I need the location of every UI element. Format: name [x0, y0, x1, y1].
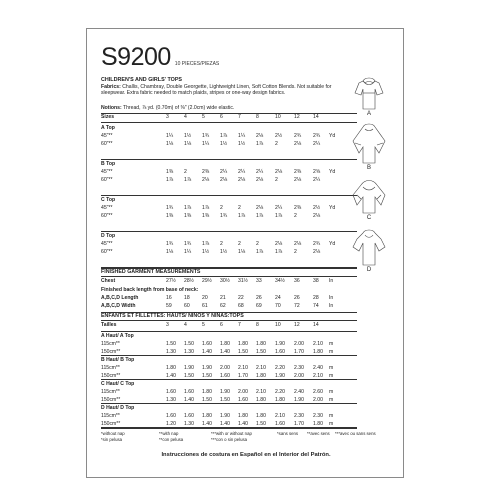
yardage-value: 1.80	[313, 421, 323, 427]
yardage-value: 2	[238, 241, 241, 247]
length-value: 21	[220, 295, 226, 301]
pieces-count: 10 PIECES/PIEZAS	[174, 61, 220, 67]
yardage-value: 1.40	[166, 373, 176, 379]
yardage-value: 1⅜	[184, 213, 192, 219]
yardage-value: 1¾	[202, 133, 210, 139]
yardage-value: 1½	[202, 249, 210, 255]
note: *sin pelusa	[101, 437, 123, 442]
chest-value: 38	[313, 278, 319, 284]
pattern-header	[101, 43, 219, 72]
garment-sketches	[349, 71, 405, 281]
fabric-width: 150cm**	[101, 397, 121, 403]
fabric-width: 45"**	[101, 133, 113, 139]
yardage-value: 1.40	[202, 421, 212, 427]
width-value: 72	[294, 303, 300, 309]
yardage-value: 1.60	[166, 413, 176, 419]
yardage-value: 2⅛	[313, 213, 321, 219]
fabric-width: 115cm**	[101, 413, 120, 419]
yardage-value: 1.40	[238, 421, 248, 427]
yardage-value: 1⅛	[166, 141, 174, 147]
unit-label: m	[329, 389, 334, 395]
yardage-value: 1⅞	[202, 205, 210, 211]
yardage-value: 1.90	[275, 373, 285, 379]
yardage-value: 2½	[313, 205, 321, 211]
view-sketches	[349, 71, 405, 281]
yardage-value: 1.90	[294, 397, 304, 403]
yardage-value: 2.00	[313, 397, 323, 403]
yardage-value: 1⅞	[256, 213, 264, 219]
yardage-value: 2	[275, 141, 278, 147]
unit-label: Yd	[329, 133, 336, 139]
note: **avec sens	[307, 431, 330, 436]
yardage-value: 1¼	[202, 141, 210, 147]
taille-header: 12	[294, 322, 300, 328]
pattern-code: S9200	[101, 43, 171, 71]
fabric-width: 115cm**	[101, 341, 120, 347]
unit-label: Yd	[329, 169, 336, 175]
divider	[101, 320, 357, 321]
fabric-width: 150cm**	[101, 373, 121, 379]
chest-value: 30½	[220, 278, 230, 284]
pattern-back-sheet	[86, 28, 404, 478]
view-b-label: B	[366, 165, 371, 171]
view-name: D Haut/ D Top	[101, 405, 135, 411]
yardage-value: 1⅞	[184, 177, 192, 183]
yardage-value: 2.40	[313, 365, 323, 371]
unit-label: m	[329, 365, 334, 371]
yardage-value: 2	[220, 241, 223, 247]
yardage-value: 2.10	[238, 365, 248, 371]
unit-label: In	[329, 278, 334, 284]
yardage-value: 1.50	[202, 397, 212, 403]
yardage-value: 2¼	[238, 169, 246, 175]
chest-value: 36	[294, 278, 300, 284]
yardage-value: 2¾	[294, 133, 302, 139]
yardage-value: 1.60	[184, 389, 194, 395]
size-header: 4	[184, 114, 187, 120]
chest-value: 27½	[166, 278, 176, 284]
view-c-label: C	[366, 215, 372, 221]
pattern-title: CHILDREN'S AND GIRLS' TOPS	[101, 77, 183, 83]
view-d-label: D	[366, 267, 372, 273]
length-label: A,B,C,D Length	[101, 295, 139, 301]
yardage-value: 1.70	[294, 349, 304, 355]
yardage-value: 1½	[184, 133, 192, 139]
yardage-value: 1.40	[220, 349, 230, 355]
yardage-value: 2.30	[294, 365, 304, 371]
chest-value: 28½	[184, 278, 194, 284]
yardage-value: 1.60	[275, 349, 285, 355]
yardage-value: 1¾	[220, 213, 228, 219]
yardage-value: 2.60	[313, 389, 323, 395]
yardage-value: 2⅜	[202, 169, 210, 175]
yardage-value: 2⅛	[313, 249, 321, 255]
yardage-value: 2	[238, 205, 241, 211]
yardage-value: 1.50	[256, 421, 266, 427]
yardage-value: 2⅛	[202, 177, 210, 183]
yardage-value: 1⅜	[202, 213, 210, 219]
length-value: 20	[202, 295, 208, 301]
yardage-value: 1⅜	[166, 169, 174, 175]
yardage-value: 1.70	[294, 421, 304, 427]
yardage-value: 1⅞	[184, 205, 192, 211]
fabric-width: 45"**	[101, 241, 113, 247]
yardage-value: 1⅞	[275, 249, 283, 255]
size-header: 8	[256, 114, 259, 120]
yardage-value: 2⅛	[294, 177, 302, 183]
length-value: 24	[275, 295, 281, 301]
yardage-value: 2⅛	[256, 177, 264, 183]
yardage-value: 2⅜	[294, 169, 302, 175]
yardage-value: 1.40	[220, 421, 230, 427]
view-d-sketch	[353, 230, 385, 265]
yardage-value: 1.20	[166, 421, 176, 427]
yardage-value: 1.50	[220, 397, 230, 403]
taille-header: 14	[313, 322, 319, 328]
yardage-value: 1⅛	[238, 249, 246, 255]
yardage-value: 1.80	[256, 413, 266, 419]
view-a-sketch	[355, 78, 383, 109]
yardage-value: 1.30	[184, 349, 194, 355]
yardage-value: 2⅛	[294, 241, 302, 247]
view-name: B Haut/ B Top	[101, 357, 135, 363]
yardage-value: 2⅜	[294, 205, 302, 211]
yardage-value: 1⅞	[166, 177, 174, 183]
yardage-value: 1½	[220, 249, 228, 255]
width-value: 62	[220, 303, 226, 309]
chest-label: Chest	[101, 278, 116, 284]
divider	[101, 428, 357, 429]
note: ***con o sin pelusa	[211, 437, 248, 442]
yardage-value: 1⅞	[256, 141, 264, 147]
fabric-width: 45"**	[101, 205, 113, 211]
view-name: A Haut/ A Top	[101, 333, 134, 339]
nap-notes	[101, 431, 376, 447]
note: *sans sens	[277, 431, 299, 436]
width-value: 59	[166, 303, 172, 309]
view-name: C Haut/ C Top	[101, 381, 135, 387]
fabric-width: 60"**	[101, 249, 113, 255]
yardage-value: 2.00	[294, 341, 304, 347]
spanish-instructions-note: Instrucciones de costura en Español en el Interior del Patrón.	[161, 452, 331, 458]
yardage-value: 2¼	[313, 177, 321, 183]
yardage-value: 1¼	[184, 249, 192, 255]
chest-value: 34½	[275, 278, 285, 284]
unit-label: Yd	[329, 205, 336, 211]
yardage-value: 1.60	[166, 389, 176, 395]
divider	[101, 231, 357, 232]
width-value: 68	[238, 303, 244, 309]
unit-label: m	[329, 373, 334, 379]
size-header: 6	[220, 114, 223, 120]
yardage-value: 2¼	[256, 169, 264, 175]
tailles-label: Tailles	[101, 322, 117, 328]
size-header: 5	[202, 114, 205, 120]
yardage-value: 2.10	[313, 341, 323, 347]
yardage-value: 1.30	[166, 397, 176, 403]
notions-label: Notions:	[101, 105, 122, 111]
size-header: 7	[238, 114, 241, 120]
yardage-value: 1.50	[184, 341, 194, 347]
view-name: C Top	[101, 197, 116, 203]
back-length-label: Finished back length from base of neck:	[101, 287, 199, 293]
yardage-value: 1.60	[220, 373, 230, 379]
notions-text: Thread, ⅞ yd. (0.70m) of ⅜" (2.0cm) wide elastic.	[122, 105, 235, 111]
yardage-value: 1.70	[238, 373, 248, 379]
sizes-label: Sizes	[101, 114, 115, 120]
note: ***avec ou sans sens	[335, 431, 376, 436]
note: ***with or without nap	[211, 431, 252, 436]
yardage-value: 1.40	[184, 397, 194, 403]
yardage-value: 1⅜	[166, 213, 174, 219]
unit-label: m	[329, 397, 334, 403]
divider	[101, 331, 357, 332]
yardage-value: 2⅛	[275, 241, 283, 247]
divider	[101, 355, 357, 356]
yardage-value: 1¾	[166, 241, 174, 247]
divider	[101, 403, 357, 404]
yardage-value: 1⅞	[256, 249, 264, 255]
length-value: 16	[166, 295, 172, 301]
fabrics-paragraph	[101, 84, 351, 97]
yardage-value: 2¼	[220, 169, 228, 175]
yardage-value: 2⅛	[238, 177, 246, 183]
yardage-value: 1.30	[166, 349, 176, 355]
yardage-value: 2	[275, 177, 278, 183]
yardage-value: 2.00	[238, 389, 248, 395]
unit-label: m	[329, 341, 334, 347]
fabric-width: 115cm**	[101, 389, 120, 395]
yardage-value: 1.50	[202, 373, 212, 379]
taille-header: 6	[220, 322, 223, 328]
yardage-value: 1.80	[256, 373, 266, 379]
yardage-value: 1.60	[202, 341, 212, 347]
chest-value: 33	[256, 278, 262, 284]
divider	[101, 379, 357, 380]
yardage-value: 1.50	[238, 349, 248, 355]
yardage-value: 2.10	[275, 413, 285, 419]
yardage-value: 1.80	[313, 349, 323, 355]
note: *without nap	[101, 431, 125, 436]
yardage-value: 2⅛	[275, 169, 283, 175]
yardage-value: 2.20	[275, 365, 285, 371]
yardage-value: 2	[294, 249, 297, 255]
yardage-value: 2.10	[256, 365, 266, 371]
yardage-value: 2¾	[313, 241, 321, 247]
fabric-width: 45"**	[101, 169, 113, 175]
yardage-value: 2⅝	[313, 169, 321, 175]
yardage-value: 1½	[238, 141, 246, 147]
yardage-value: 2½	[275, 133, 283, 139]
width-value: 61	[202, 303, 208, 309]
yardage-value: 1.50	[184, 373, 194, 379]
unit-label: m	[329, 349, 334, 355]
yardage-value: 1¼	[166, 133, 174, 139]
width-label: A,B,C,D Width	[101, 303, 136, 309]
fabric-width: 60"**	[101, 177, 113, 183]
taille-header: 8	[256, 322, 259, 328]
yardage-value: 1.90	[220, 389, 230, 395]
length-value: 22	[238, 295, 244, 301]
yardage-value: 1.80	[238, 413, 248, 419]
size-header: 3	[166, 114, 169, 120]
yardage-value: 2¼	[313, 141, 321, 147]
fabric-width: 150cm**	[101, 421, 121, 427]
length-value: 28	[313, 295, 319, 301]
yardage-value: 2⅛	[256, 205, 264, 211]
fabric-width: 115cm**	[101, 365, 120, 371]
size-header: 10	[275, 114, 281, 120]
taille-header: 5	[202, 322, 205, 328]
french-section-heading: ENFANTS ET FILLETTES: HAUTS/ NIÑOS Y NIÑAS:TOPS	[101, 313, 244, 319]
yardage-value: 1⅞	[275, 213, 283, 219]
unit-label: m	[329, 413, 334, 419]
yardage-value: 2.00	[294, 373, 304, 379]
yardage-value: 2.00	[220, 365, 230, 371]
yardage-value: 1.50	[256, 349, 266, 355]
unit-label: Yd	[329, 241, 336, 247]
yardage-value: 1.90	[202, 365, 212, 371]
yardage-value: 1½	[220, 141, 228, 147]
notions-paragraph	[101, 105, 351, 111]
yardage-value: 1.80	[256, 397, 266, 403]
yardage-value: 2.30	[294, 413, 304, 419]
length-value: 18	[184, 295, 190, 301]
length-value: 26	[294, 295, 300, 301]
yardage-value: 2.40	[294, 389, 304, 395]
yardage-value: 2.30	[313, 413, 323, 419]
yardage-value: 1.60	[275, 421, 285, 427]
taille-header: 10	[275, 322, 281, 328]
yardage-value: 1.80	[202, 389, 212, 395]
divider	[101, 159, 357, 160]
yardage-value: 1.90	[275, 341, 285, 347]
fabric-width: 150cm**	[101, 349, 121, 355]
note: **with nap	[159, 431, 179, 436]
view-name: A Top	[101, 125, 115, 131]
yardage-value: 1.40	[202, 349, 212, 355]
yardage-value: 1.80	[166, 365, 176, 371]
yardage-value: 1.90	[184, 365, 194, 371]
yardage-value: 2⅛	[220, 177, 228, 183]
width-value: 69	[256, 303, 262, 309]
yardage-value: 2⅛	[294, 141, 302, 147]
yardage-value: 1⅞	[238, 213, 246, 219]
yardage-value: 1⅛	[166, 249, 174, 255]
view-c-sketch	[353, 181, 385, 214]
unit-label: In	[329, 303, 334, 309]
yardage-value: 1.80	[275, 397, 285, 403]
yardage-value: 1.80	[238, 341, 248, 347]
yardage-value: 1.60	[238, 397, 248, 403]
yardage-value: 2	[220, 205, 223, 211]
fabric-width: 60"**	[101, 141, 113, 147]
fabrics-label: Fabrics:	[101, 84, 121, 90]
yardage-value: 1.90	[220, 413, 230, 419]
yardage-value: 1⅞	[202, 241, 210, 247]
length-value: 26	[256, 295, 262, 301]
finished-measurements-heading: FINISHED GARMENT MEASUREMENTS	[101, 269, 201, 275]
width-value: 74	[313, 303, 319, 309]
unit-label: In	[329, 295, 334, 301]
note: **con pelusa	[159, 437, 184, 442]
size-header: 14	[313, 114, 319, 120]
divider	[101, 122, 357, 123]
chest-value: 29½	[202, 278, 212, 284]
yardage-value: 2⅛	[256, 133, 264, 139]
taille-header: 7	[238, 322, 241, 328]
unit-label: m	[329, 421, 334, 427]
size-header: 12	[294, 114, 300, 120]
yardage-value: 1¾	[166, 205, 174, 211]
view-a-label: A	[366, 111, 371, 117]
yardage-value: 1.80	[256, 341, 266, 347]
yardage-value: 1¼	[238, 133, 246, 139]
chest-value: 31½	[238, 278, 248, 284]
yardage-value: 2¼	[275, 205, 283, 211]
yardage-value: 2¾	[313, 133, 321, 139]
yardage-value: 2	[256, 241, 259, 247]
yardage-value: 1.80	[220, 341, 230, 347]
yardage-value: 2.10	[313, 373, 323, 379]
taille-header: 4	[184, 322, 187, 328]
yardage-value: 1⅞	[220, 133, 228, 139]
yardage-value: 2	[184, 169, 187, 175]
fabric-width: 60"**	[101, 213, 113, 219]
view-b-sketch	[353, 124, 385, 163]
yardage-value: 1.60	[184, 413, 194, 419]
fabrics-text: Challis, Chambray, Double Georgette, Lightweight Linen, Soft Cotton Blends. Not suitable for sleepwear. Extra fabric needed to match plaids, stripes or one-way design fabrics.	[101, 84, 332, 97]
yardage-value: 1.80	[202, 413, 212, 419]
view-name: D Top	[101, 233, 116, 239]
divider	[101, 195, 357, 196]
yardage-value: 1¾	[184, 241, 192, 247]
taille-header: 3	[166, 322, 169, 328]
yardage-value: 1.30	[184, 421, 194, 427]
yardage-value: 2.10	[256, 389, 266, 395]
width-value: 60	[184, 303, 190, 309]
yardage-value: 1.50	[166, 341, 176, 347]
divider	[101, 276, 357, 277]
width-value: 70	[275, 303, 281, 309]
view-name: B Top	[101, 161, 116, 167]
yardage-value: 1⅛	[184, 141, 192, 147]
yardage-value: 2	[294, 213, 297, 219]
yardage-value: 2.20	[275, 389, 285, 395]
